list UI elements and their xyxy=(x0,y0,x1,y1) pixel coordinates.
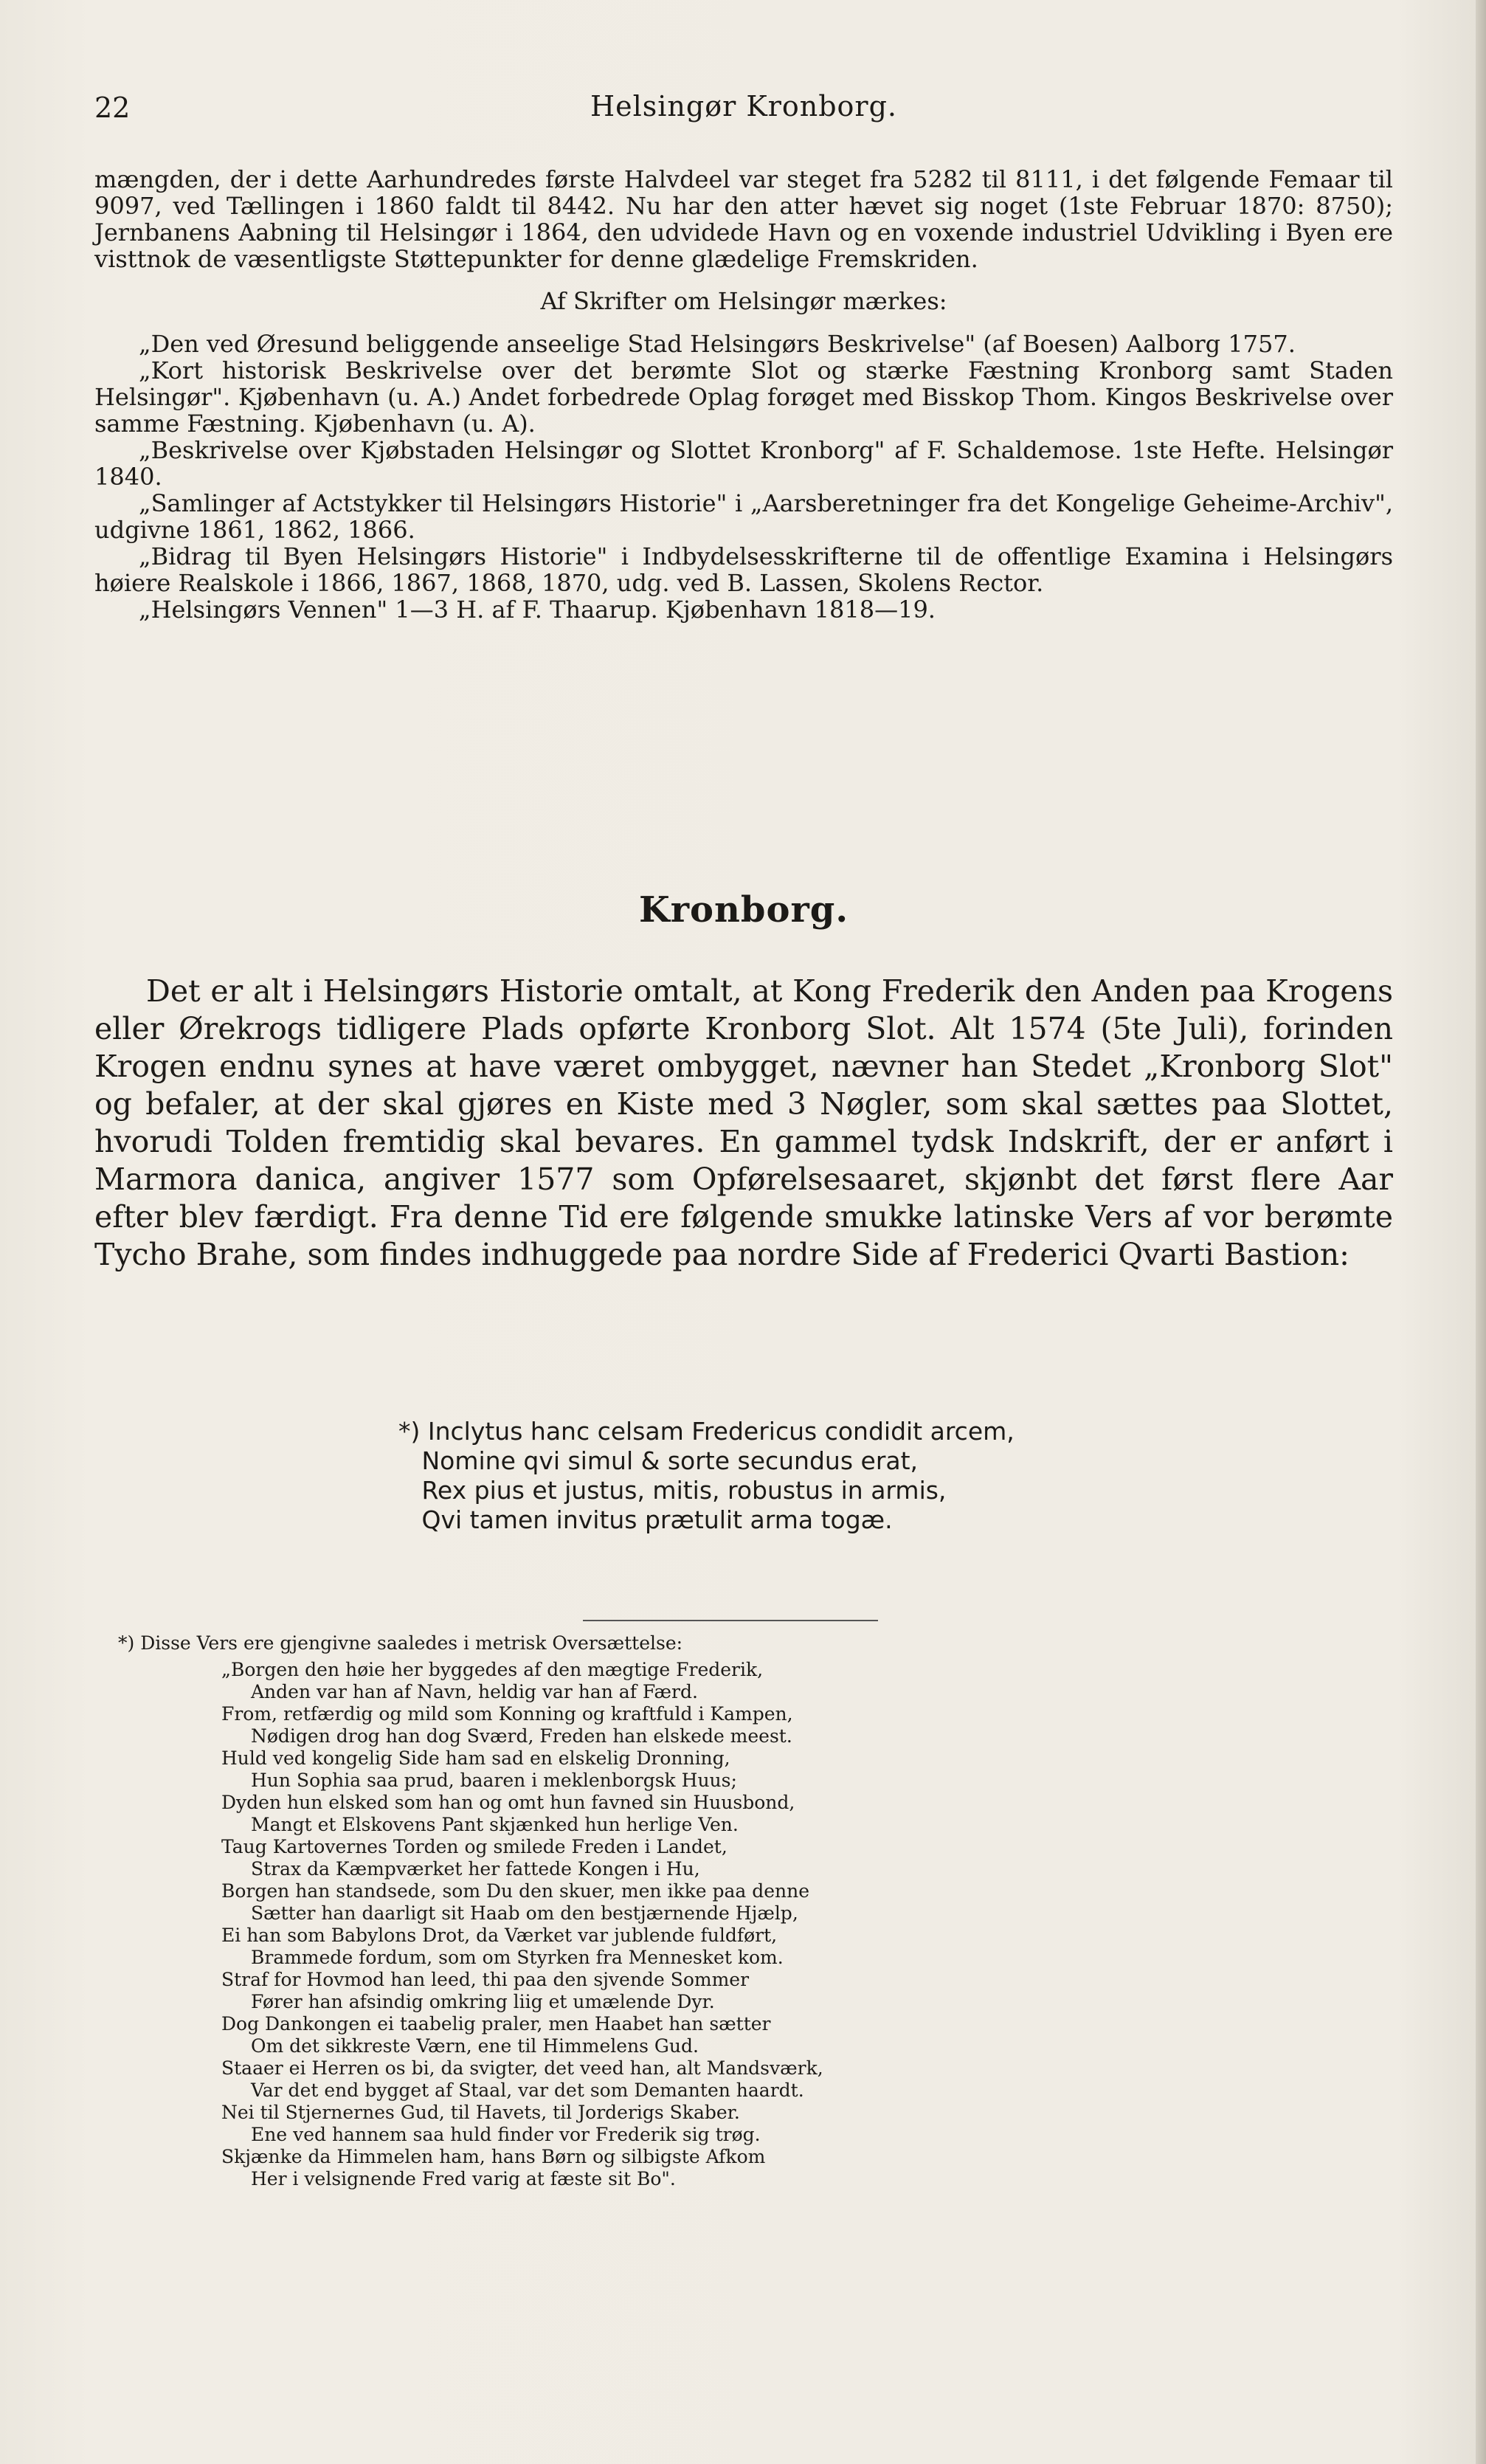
page-edge xyxy=(1476,0,1486,2464)
verse-line: Her i velsignende Fred varig at fæste sit Bo". xyxy=(251,2168,676,2189)
source-item: „Samlinger af Actstykker til Helsingørs Historie" i „Aarsberetninger fra det Kongelige Geheime-Archiv", udgivne 1861, 1862, 1866. xyxy=(94,489,1393,544)
footnote-verse xyxy=(118,1659,1328,2190)
verse-line: Mangt et Elskovens Pant skjænked hun herlige Ven. xyxy=(251,1814,739,1835)
verse-line: Dyden hun elsked som han og omt hun favned sin Huusbond, xyxy=(221,1792,795,1813)
verse-line: Huld ved kongelig Side ham sad en elskelig Dronning, xyxy=(221,1747,730,1769)
verse-line: Hun Sophia saa prud, baaren i meklenborgsk Huus; xyxy=(251,1770,737,1791)
verse-line: Taug Kartovernes Torden og smilede Freden i Landet, xyxy=(221,1836,728,1857)
source-item: „Bidrag til Byen Helsingørs Historie" i Indbydelsesskrifterne til de offentlige Examina i Helsingørs høiere Realskole i 1866, 1867, 1868, 1870, udg. ved B. Lassen, Skolens Rector. xyxy=(94,542,1393,597)
latin-line: Nomine qvi simul & sorte secundus erat, xyxy=(421,1446,919,1475)
intro-paragraph: mængden, der i dette Aarhundredes første Halvdeel var steget fra 5282 til 8111, i det følgende Femaar til 9097, ved Tællingen i 1860 faldt til 8442. Nu har den atter hævet sig noget (1ste Februar 1870: 8750); Jernbanens Aabning til Helsingør i 1864, den udvidede Havn og en voxende industriel Udvikling i Byen ere visttnok de væsentligste Støttepunkter for denne glædelige Fremskriden. xyxy=(94,165,1393,273)
section-body: Det er alt i Helsingørs Historie omtalt, at Kong Frederik den Anden paa Krogens eller Ørekrogs tidligere Plads opførte Kronborg Slot. Alt 1574 (5te Juli), forinden Krogen endnu synes at have været ombygget, nævner han Stedet „Kronborg Slot" og befaler, at der skal gjøres en Kiste med 3 Nøgler, som skal sættes paa Slottet, hvorudi Tolden fremtidig skal bevares. En gammel tydsk Indskrift, der er anført i Marmora danica, angiver 1577 som Opførelsesaaret, skjønbt det først flere Aar efter blev færdigt. Fra denne Tid ere følgende smukke latinske Vers af vor berømte Tycho Brahe, som findes indhuggede paa nordre Side af Frederici Qvarti Bastion: xyxy=(94,973,1393,1272)
verse-line: Ei han som Babylons Drot, da Værket var jublende fuldført, xyxy=(221,1925,778,1946)
verse-line: Sætter han daarligt sit Haab om den bestjærnende Hjælp, xyxy=(251,1902,798,1924)
source-item: „Helsingørs Vennen" 1—3 H. af F. Thaarup. Kjøbenhavn 1818—19. xyxy=(139,596,936,624)
verse-line: Var det end bygget af Staal, var det som Demanten haardt. xyxy=(251,2080,804,2101)
verse-line: Om det sikkreste Værn, ene til Himmelens Gud. xyxy=(251,2035,699,2057)
verse-line: Nei til Stjernernes Gud, til Havets, til Jorderigs Skaber. xyxy=(221,2102,740,2123)
verse-line: „Borgen den høie her byggedes af den mægtige Frederik, xyxy=(221,1659,764,1680)
sources-heading: Af Skrifter om Helsingør mærkes: xyxy=(540,287,947,315)
page-number: 22 xyxy=(94,92,131,124)
verse-line: Anden var han af Navn, heldig var han af Færd. xyxy=(251,1681,698,1702)
sources-list xyxy=(94,331,1393,623)
source-item: „Kort historisk Beskrivelse over det berømte Slot og stærke Fæstning Kronborg samt Staden Helsingør". Kjøbenhavn (u. A.) Andet forbedrede Oplag forøget med Bisskop Thom. Kingos Beskrivelse over samme Fæstning. Kjøbenhavn (u. A). xyxy=(94,356,1393,438)
verse-line: From, retfærdig og mild som Konning og kraftfuld i Kampen, xyxy=(221,1703,793,1725)
latin-inscription xyxy=(398,1417,1358,1535)
latin-line: Qvi tamen invitus prætulit arma togæ. xyxy=(421,1505,893,1534)
verse-line: Fører han afsindig omkring liig et umælende Dyr. xyxy=(251,1991,715,2012)
footnote-marker: *) xyxy=(398,1417,421,1446)
verse-line: Brammede fordum, som om Styrken fra Mennesket kom. xyxy=(251,1947,784,1968)
verse-line: Strax da Kæmpværket her fattede Kongen i Hu, xyxy=(251,1858,700,1880)
verse-line: Borgen han standsede, som Du den skuer, men ikke paa denne xyxy=(221,1880,810,1902)
verse-line: Straf for Hovmod han leed, thi paa den sjvende Sommer xyxy=(221,1969,750,1990)
verse-line: Dog Dankongen ei taabelig praler, men Haabet han sætter xyxy=(221,2013,771,2035)
section-title: Kronborg. xyxy=(638,889,849,931)
verse-line: Skjænke da Himmelen ham, hans Børn og silbigste Afkom xyxy=(221,2146,766,2167)
source-item: „Den ved Øresund beliggende anseelige Stad Helsingørs Beskrivelse" (af Boesen) Aalborg 1757. xyxy=(139,330,1296,358)
source-item: „Beskrivelse over Kjøbstaden Helsingør og Slottet Kronborg" af F. Schaldemose. 1ste Hefte. Helsingør 1840. xyxy=(94,436,1393,491)
footnote-divider xyxy=(583,1620,878,1621)
running-head: Helsingør Kronborg. xyxy=(590,90,898,122)
verse-line: Staaer ei Herren os bi, da svigter, det veed han, alt Mandsværk, xyxy=(221,2057,823,2079)
verse-line: Nødigen drog han dog Sværd, Freden han elskede meest. xyxy=(251,1725,792,1747)
verse-line: Ene ved hannem saa huld finder vor Frederik sig trøg. xyxy=(251,2124,761,2145)
page-header xyxy=(94,86,1393,130)
latin-line: Rex pius et justus, mitis, robustus in armis, xyxy=(421,1476,947,1505)
footnote-intro: *) Disse Vers ere gjengivne saaledes i metrisk Oversættelse: xyxy=(118,1632,683,1654)
footnote xyxy=(118,1632,1328,2190)
latin-line: *) Inclytus hanc celsam Fredericus condidit arcem, xyxy=(398,1417,1015,1446)
